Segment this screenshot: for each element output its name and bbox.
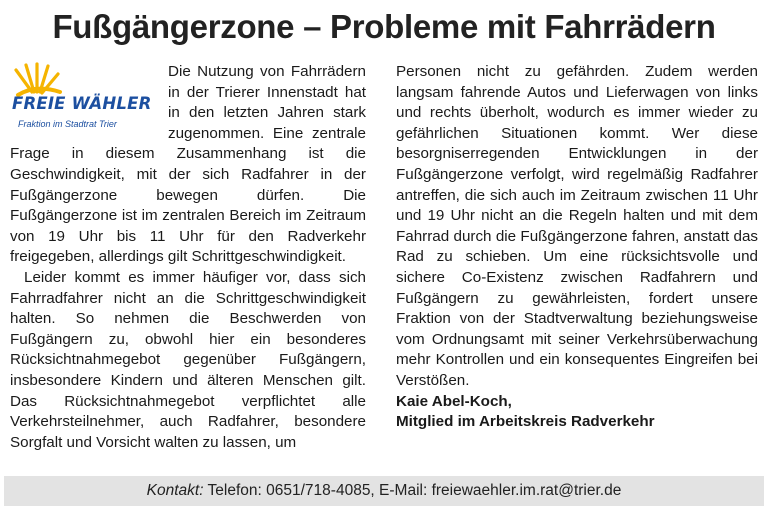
contact-bar [4,476,764,506]
freie-waehler-logo [10,62,160,142]
headline: Fußgängerzone – Probleme mit Fahrrädern [52,8,716,45]
logo-name: FREIE WÄHLER [12,94,152,113]
article-column-left [10,62,366,453]
paragraph-3: Personen nicht zu gefährden. Zudem werden langsam fahrende Autos und Lieferwagen von links und rechts überholt, wodurch es immer wieder zu gefährlichen Situationen kommt. Wer diese besorgniserregenden Entwicklungen in der Fußgängerzone verfolgt, wird regelmäßig Radfahrer antreffen, die sich auch im Zeitraum zwischen 11 Uhr und 19 Uhr nicht an die Regeln halten und mit dem Fahrrad durch die Fußgängerzone fahren, anstatt das Rad zu schieben. Um eine rücksichtsvolle und sichere Co-Existenz zwischen Radfahrern und Fußgängern zu gewährleisten, fordert unsere Fraktion von der Stadtverwaltung beziehungsweise vom Ordnungsamt mit seiner Verkehrsüberwachung mehr Kontrollen und ein konsequentes Eingreifen bei Verstößen. [396,63,758,389]
author-role: Mitglied im Arbeitskreis Radverkehr [396,413,655,431]
contact-details: Telefon: 0651/718-4085, E-Mail: freiewaehler.im.rat@trier.de [207,482,622,499]
article-body [10,62,760,467]
logo-subtitle: Fraktion im Stadtrat Trier [18,119,117,129]
article-column-right [396,62,758,433]
author-name: Kaie Abel-Koch, [396,392,512,410]
paragraph-1: Die Nutzung von Fahrrädern in der Trierer Innenstadt hat in den letzten Jahren stark zugenommen. Eine zentrale Frage in diesem Zusammenhang ist die Geschwindigkeit, mit der sich Radfahrer in der Fußgängerzone bewegen dürfen. Die Fußgängerzone ist im zentralen Bereich im Zeitraum von 19 Uhr bis 11 Uhr für den Radverkehr freigegeben, allerdings gilt Schrittgeschwindigkeit. [10,63,366,266]
contact-label: Kontakt: [146,482,204,499]
paragraph-2: Leider kommt es immer häufiger vor, dass sich Fahrradfahrer nicht an die Schrittgeschwindigkeit halten. So nehmen die Beschwerden von Fußgängern zu, obwohl hier ein besonderes Rücksichtnahmegebot gegenüber Fußgängern, insbesondere Kindern und älteren Menschen gilt. Das Rücksichtnahmegebot verpflichtet alle Verkehrsteilnehmer, auch Radfahrer, besondere Sorgfalt und Vorsicht walten zu lassen, um [10,268,366,451]
